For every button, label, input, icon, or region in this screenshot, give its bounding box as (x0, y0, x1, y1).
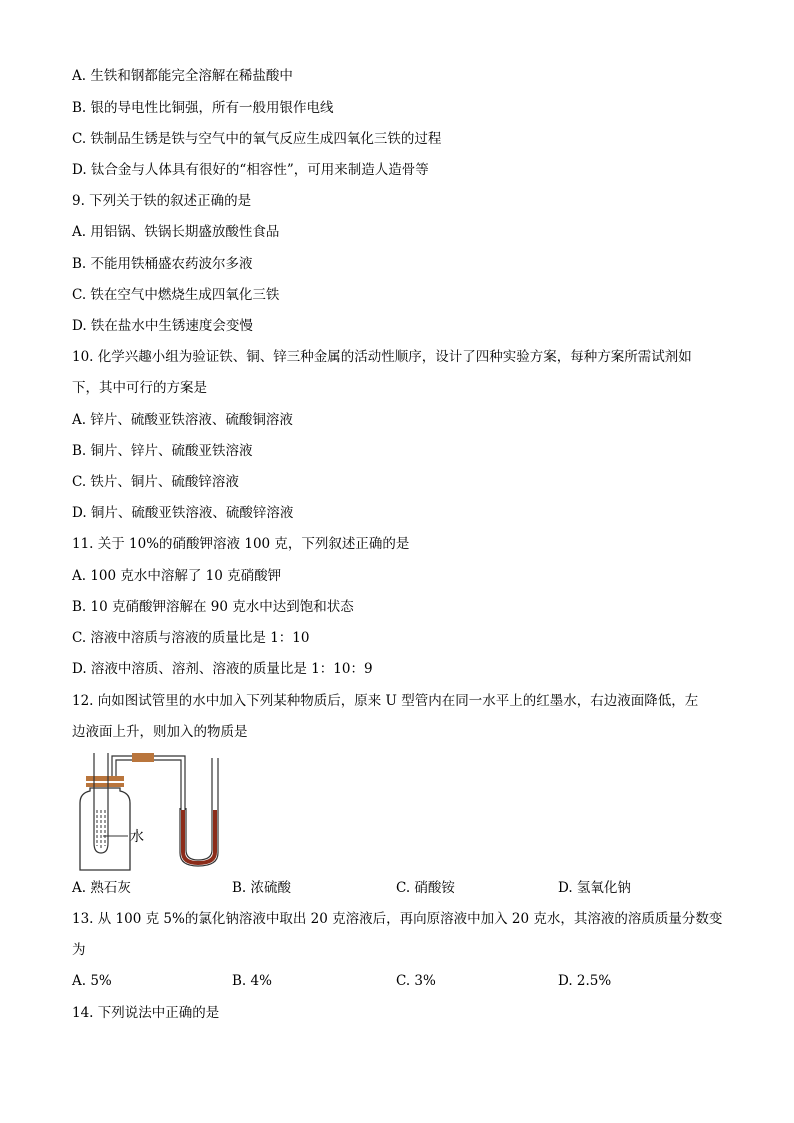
text-line: C. 铁制品生锈是铁与空气中的氧气反应生成四氧化三铁的过程 (72, 131, 442, 147)
text-line: A. 100 克水中溶解了 10 克硝酸钾 (72, 568, 282, 584)
text-line: D. 铜片、硫酸亚铁溶液、硫酸锌溶液 (72, 505, 294, 521)
text-line: 边液面上升，则加入的物质是 (72, 724, 248, 740)
text-line: 14. 下列说法中正确的是 (72, 1005, 220, 1021)
answer-option: B. 浓硫酸 (232, 880, 292, 896)
text-line: C. 铁在空气中燃烧生成四氧化三铁 (72, 287, 280, 303)
text-line: 11. 关于 10%的硝酸钾溶液 100 克，下列叙述正确的是 (72, 536, 410, 552)
text-line: 13. 从 100 克 5%的氯化钠溶液中取出 20 克溶液后，再向原溶液中加入 20 克水，其溶液的溶质质量分数变 (72, 911, 723, 927)
bottle-stopper (86, 776, 124, 781)
rubber-connector (132, 753, 154, 762)
answer-option: A. 5% (72, 973, 112, 989)
text-line: 10. 化学兴趣小组为验证铁、铜、锌三种金属的活动性顺序，设计了四种实验方案，每种方案所需试剂如 (72, 349, 692, 365)
text-line: A. 生铁和钢都能完全溶解在稀盐酸中 (72, 68, 293, 84)
answer-option: A. 熟石灰 (72, 880, 131, 896)
answer-option: D. 氢氧化钠 (558, 880, 631, 896)
answer-option: C. 3% (396, 973, 436, 989)
u-tube-apparatus-figure (70, 748, 240, 873)
bottle (80, 788, 130, 870)
text-line: A. 锌片、硫酸亚铁溶液、硫酸铜溶液 (72, 412, 293, 428)
text-line: 为 (72, 942, 86, 958)
text-line: B. 铜片、锌片、硫酸亚铁溶液 (72, 443, 253, 459)
text-line: B. 不能用铁桶盛农药波尔多液 (72, 256, 253, 272)
text-line: D. 铁在盐水中生锈速度会变慢 (72, 318, 253, 334)
answer-option: D. 2.5% (558, 973, 612, 989)
text-line: 12. 向如图试管里的水中加入下列某种物质后，原来 U 型管内在同一水平上的红墨水，右边液面降低，左 (72, 693, 699, 709)
text-line: D. 钛合金与人体具有很好的“相容性”，可用来制造人造骨等 (72, 162, 429, 178)
text-line: D. 溶液中溶质、溶剂、溶液的质量比是 1：10：9 (72, 661, 373, 677)
text-line: 下，其中可行的方案是 (72, 380, 207, 396)
text-line: A. 用铝锅、铁锅长期盛放酸性食品 (72, 224, 280, 240)
text-line: C. 铁片、铜片、硫酸锌溶液 (72, 474, 239, 490)
bottle-stopper-lower (86, 783, 124, 787)
water-label: 水 (130, 829, 144, 845)
answer-option: B. 4% (232, 973, 272, 989)
text-line: B. 10 克硝酸钾溶解在 90 克水中达到饱和状态 (72, 599, 354, 615)
text-line: B. 银的导电性比铜强，所有一般用银作电线 (72, 100, 334, 116)
answer-option: C. 硝酸铵 (396, 880, 455, 896)
text-line: C. 溶液中溶质与溶液的质量比是 1：10 (72, 630, 310, 646)
text-line: 9. 下列关于铁的叙述正确的是 (72, 193, 252, 209)
